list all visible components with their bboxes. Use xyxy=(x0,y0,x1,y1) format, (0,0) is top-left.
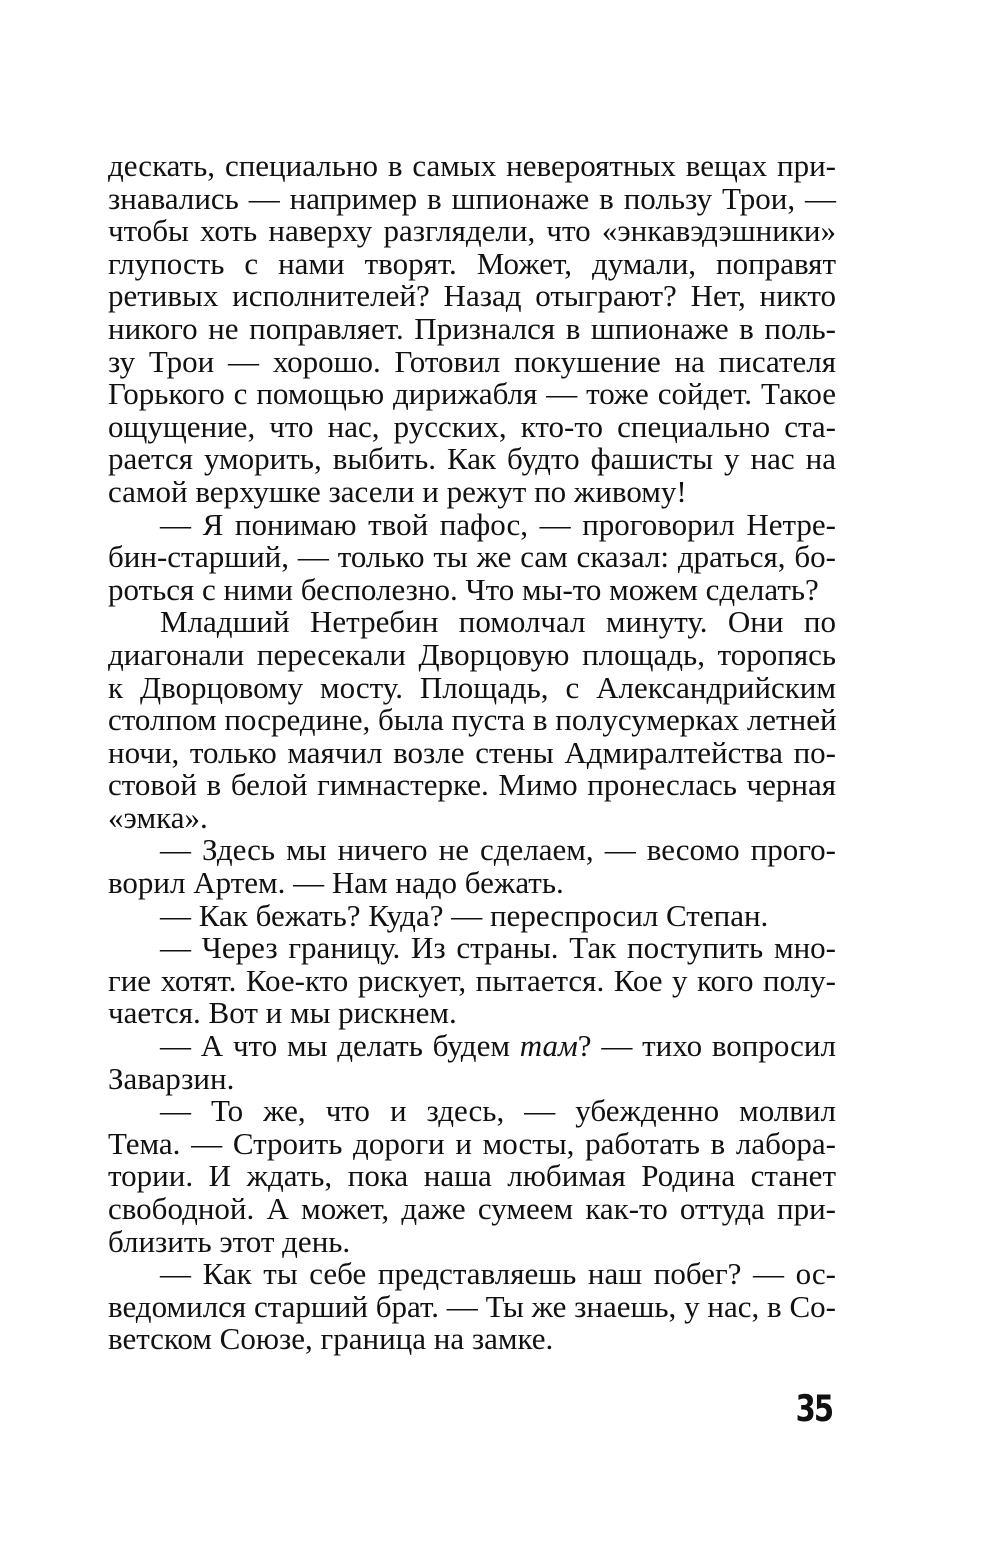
text-line: никого не поправляет. Признался в шпионаже в поль- xyxy=(108,310,836,346)
text-line: — Как бежать? Куда? — переспросил Степан. xyxy=(160,897,769,933)
text-line: ворил Артем. — Нам надо бежать. xyxy=(108,865,564,901)
text-fragment: ? — тихо вопросил xyxy=(577,1028,836,1064)
text-line: зу Трои — хорошо. Готовил покушение на писателя xyxy=(108,343,836,379)
text-line: свободной. А может, даже сумеем как-то оттуда при- xyxy=(108,1191,836,1226)
text-line: дескать, специально в самых невероятных вещах при- xyxy=(108,148,836,183)
text-line: глупость с нами творят. Может, думали, поправят xyxy=(108,245,836,281)
text-line: — Через границу. Из страны. Так поступить мно- xyxy=(160,930,836,966)
text-line: знавались — например в шпионаже в пользу Трои, — xyxy=(108,180,836,216)
text-line: — Здесь мы ничего не сделаем, — весомо прого- xyxy=(160,832,836,868)
text-line: ощущение, что нас, русских, кто-то специально ста- xyxy=(108,408,836,444)
text-line: самой верхушке засели и режут по живому! xyxy=(108,473,687,509)
text-line: ретивых исполнителей? Назад отыграют? Нет, никто xyxy=(108,278,836,314)
page-number: 35 xyxy=(795,1387,832,1430)
text-line: близить этот день. xyxy=(108,1223,351,1259)
text-line: Горького с помощью дирижабля — тоже сойдет. Такое xyxy=(108,376,836,412)
text-line: диагонали пересекали Дворцовую площадь, торопясь xyxy=(108,636,836,672)
text-line: — То же, что и здесь, — убежденно молвил xyxy=(160,1093,836,1129)
text-line: тории. И ждать, пока наша любимая Родина станет xyxy=(108,1158,836,1194)
text-line: к Дворцовому мосту. Площадь, с Александрийским xyxy=(108,669,836,705)
text-line: роться с ними бесполезно. Что мы-то можем сделать? xyxy=(108,571,819,607)
text-line: чтобы хоть наверху разглядели, что «энкавэдэшники» xyxy=(108,213,836,249)
body-text xyxy=(108,150,836,1356)
text-line: рается уморить, выбить. Как будто фашисты у нас на xyxy=(108,441,836,477)
text-line: «эмка». xyxy=(108,799,208,835)
text-line: ночи, только маячил возле стены Адмиралтейства по- xyxy=(108,734,836,770)
italic-word: там xyxy=(519,1028,578,1064)
text-line: чается. Вот и мы рискнем. xyxy=(108,995,457,1031)
text-line: бин-старший, — только ты же сам сказал: драться, бо- xyxy=(108,539,836,575)
text-line-mixed xyxy=(108,1030,836,1063)
text-line: гие хотят. Кое-кто рискует, пытается. Кое у кого полу- xyxy=(108,962,836,998)
text-line: — Я понимаю твой пафос, — проговорил Нетре- xyxy=(160,506,836,542)
text-line: столпом посредине, была пуста в полусумерках летней xyxy=(108,702,837,738)
text-line: стовой в белой гимнастерке. Мимо пронеслась черная xyxy=(108,767,836,803)
text-line: Младший Нетребин помолчал минуту. Они по xyxy=(160,604,836,640)
text-line: ветском Союзе, граница на замке. xyxy=(108,1321,554,1357)
text-line: — Как ты себе представляешь наш побег? — ос- xyxy=(160,1256,836,1292)
text-fragment: — А что мы делать будем xyxy=(160,1028,520,1064)
text-line: Тема. — Строить дороги и мосты, работать в лабора- xyxy=(108,1125,836,1161)
text-line: Заварзин. xyxy=(108,1060,235,1096)
text-line: ведомился старший брат. — Ты же знаешь, у нас, в Со- xyxy=(108,1288,836,1324)
